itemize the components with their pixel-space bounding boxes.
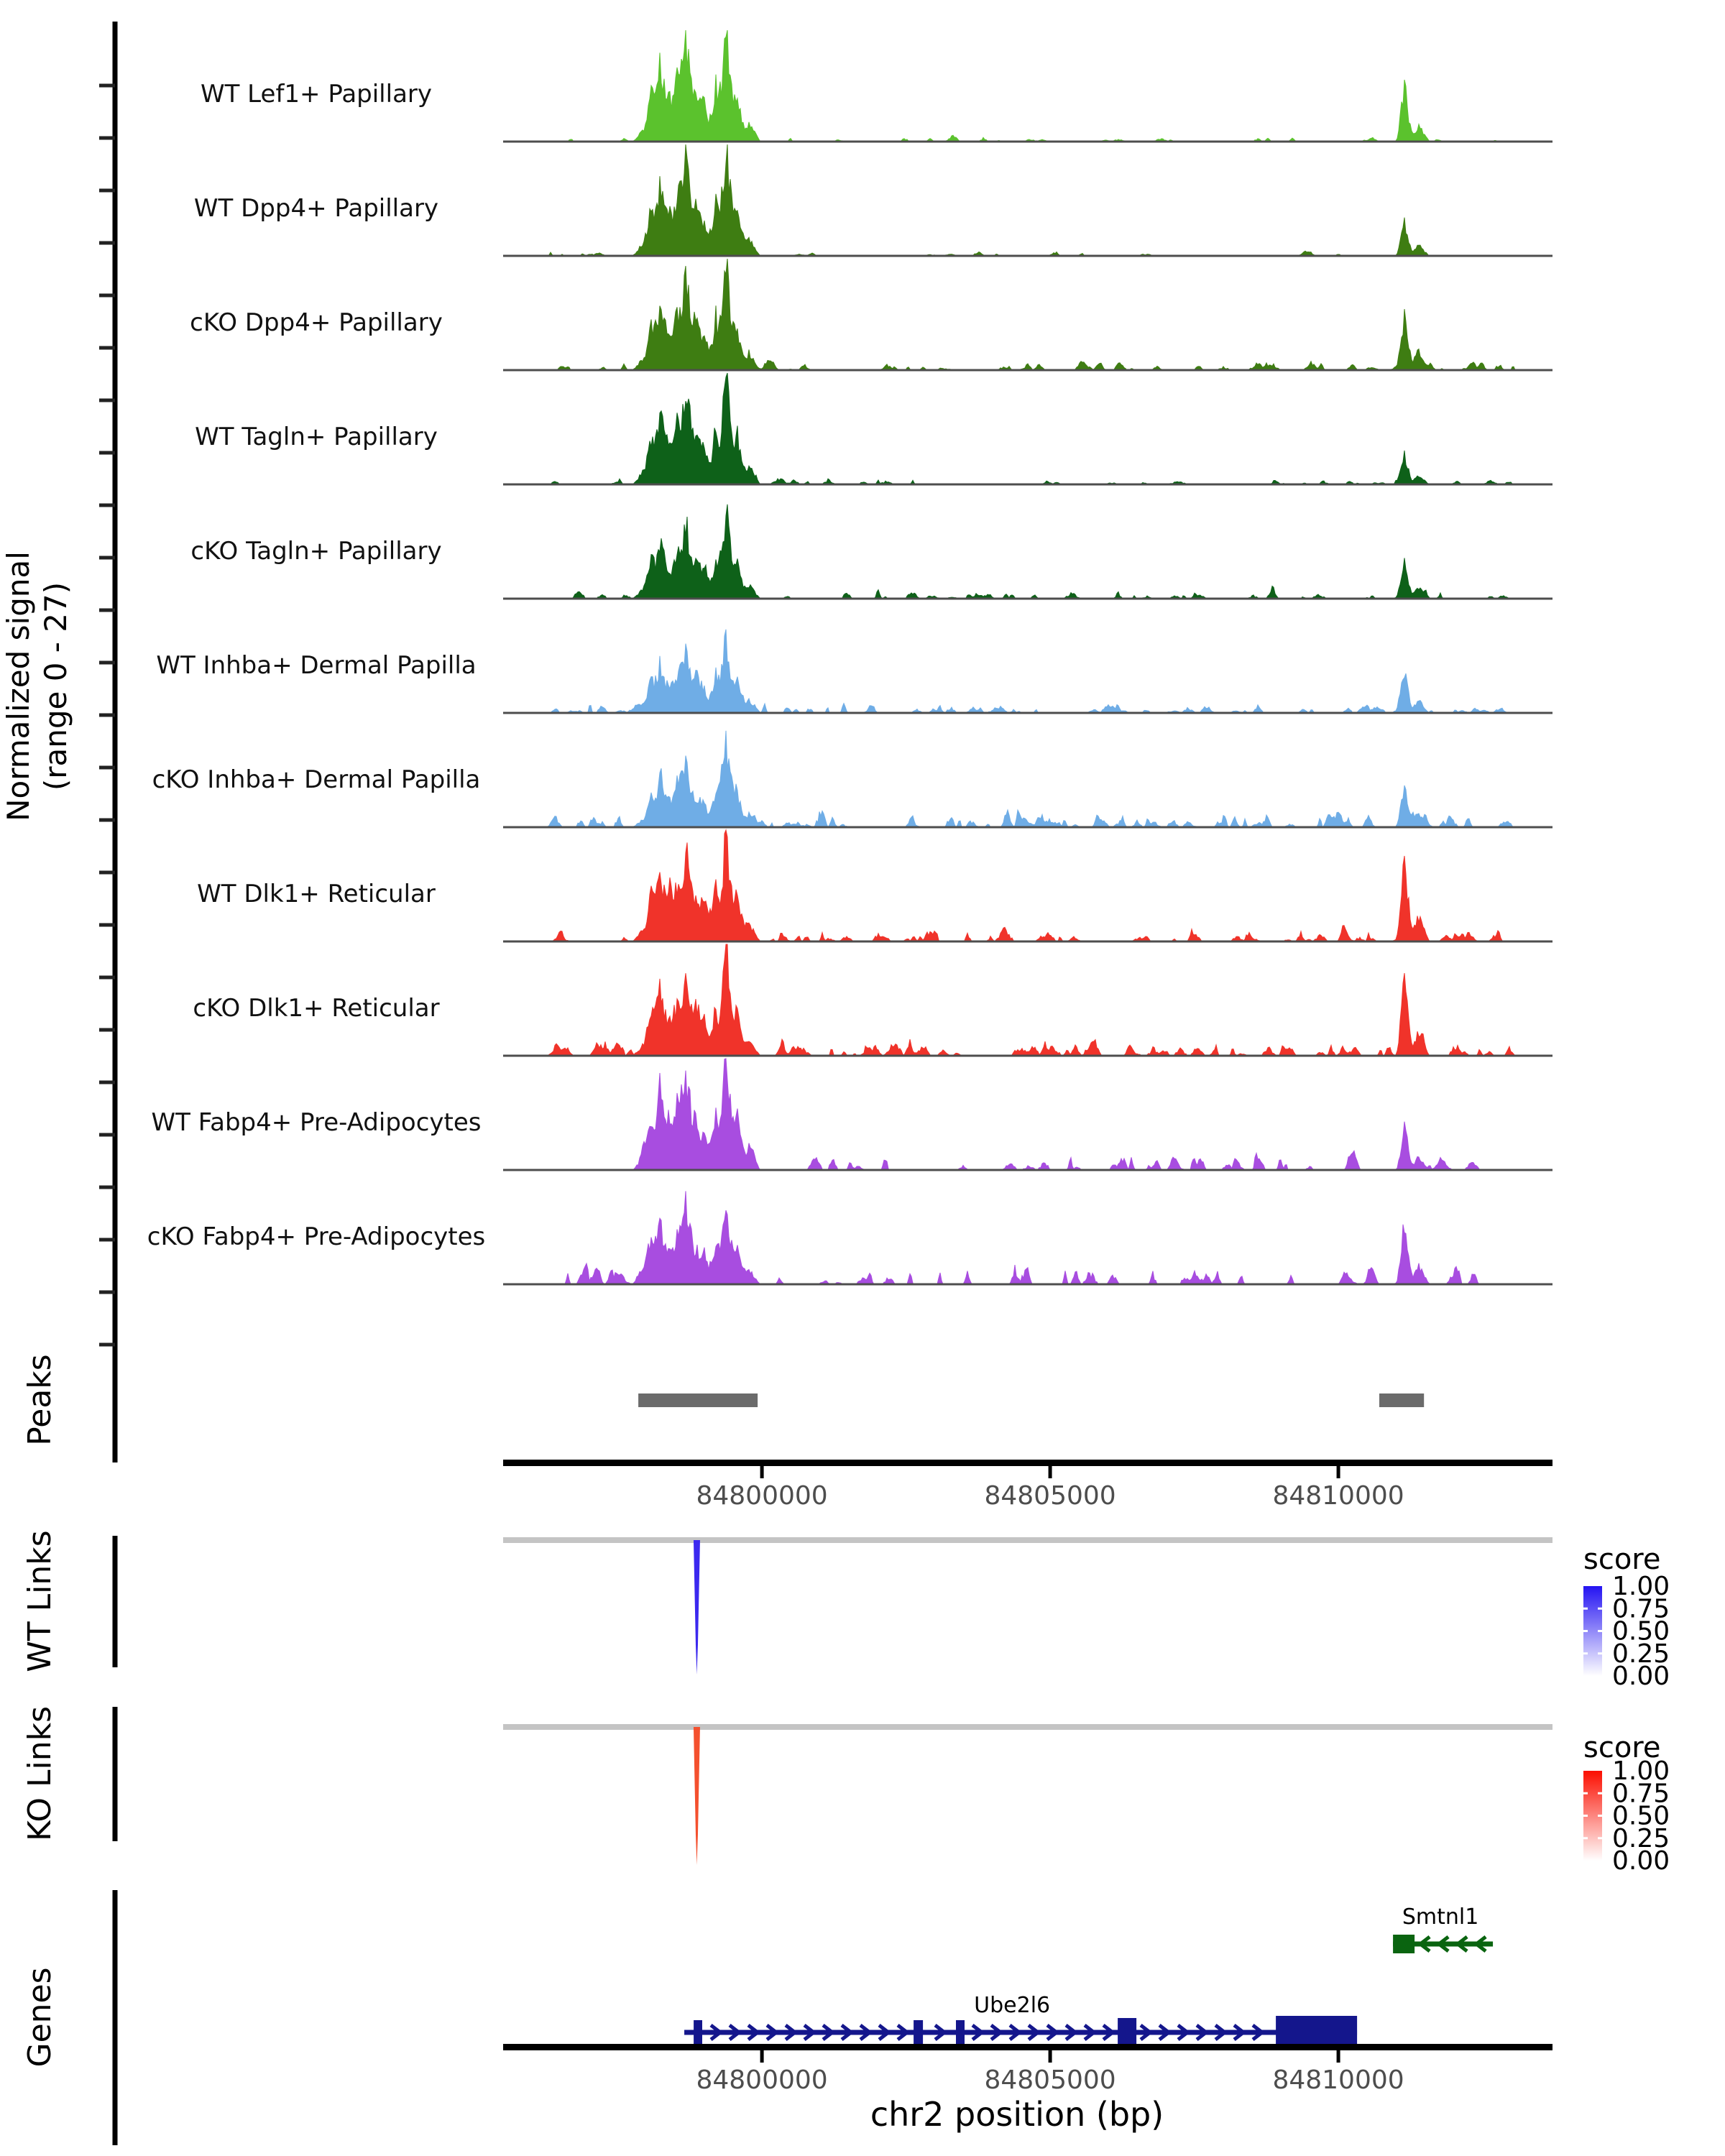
coverage-area-6: [503, 630, 1552, 713]
axis-tick-label: 84800000: [696, 1481, 828, 1511]
coverage-track-label: WT Dpp4+ Papillary: [193, 194, 439, 223]
coverage-area-4: [503, 373, 1552, 484]
ko-links-section-label: KO Links: [22, 1705, 58, 1842]
coverage-area-5: [503, 505, 1552, 599]
peaks-track: [638, 1393, 1424, 1407]
gene-exon: [914, 2020, 923, 2045]
coverage-area-2: [503, 144, 1552, 256]
genes-section-label: Genes: [22, 1967, 58, 2068]
coverage-track-label: cKO Dlk1+ Reticular: [193, 994, 440, 1023]
gene-exon: [956, 2020, 965, 2045]
ko-legend-tick-label: 1.00: [1612, 1756, 1670, 1786]
ko-score-legend-title: score: [1583, 1731, 1661, 1764]
axis-tick-label: 84810000: [1272, 1481, 1404, 1511]
y-axis-label-line1: Normalized signal: [1, 551, 36, 821]
axis-line: [503, 2044, 1552, 2050]
wt-link: [694, 1540, 700, 1674]
gene-name-label: Smtnl1: [1402, 1904, 1479, 1930]
coverage-track-label: cKO Inhba+ Dermal Papilla: [152, 765, 481, 794]
coverage-area-8: [503, 830, 1552, 941]
coverage-track-label: cKO Fabp4+ Pre-Adipocytes: [147, 1222, 486, 1251]
gene-exon: [1118, 2018, 1136, 2047]
gene-exon: [694, 2020, 702, 2045]
ko-legend-tick-label: 0.50: [1612, 1801, 1670, 1831]
coverage-track-labels: [147, 80, 486, 1251]
coverage-area-9: [503, 944, 1552, 1056]
links-tracks: [503, 1540, 1552, 1865]
coverage-area-11: [503, 1191, 1552, 1284]
coverage-area-3: [503, 259, 1552, 370]
coverage-tracks: [503, 30, 1552, 1284]
top-genomic-axis: [503, 1460, 1552, 1511]
coverage-track-label: WT Fabp4+ Pre-Adipocytes: [151, 1108, 482, 1137]
axis-tick-label: 84810000: [1272, 2065, 1404, 2095]
coverage-area-1: [503, 30, 1552, 142]
coverage-track-label: WT Dlk1+ Reticular: [197, 880, 436, 908]
coverage-track-label: WT Inhba+ Dermal Papilla: [156, 651, 477, 680]
gene-exon: [1393, 1935, 1414, 1953]
coverage-track-label: WT Tagln+ Papillary: [195, 423, 438, 451]
ko-legend-tick-label: 0.00: [1612, 1846, 1670, 1876]
score-legends: [1583, 1572, 1670, 1876]
peak-interval: [1379, 1393, 1424, 1407]
bottom-genomic-axis: [503, 2044, 1552, 2095]
coverage-area-7: [503, 731, 1552, 827]
wt-legend-tick-label: 0.50: [1612, 1616, 1670, 1646]
gene-name-label: Ube2l6: [974, 1993, 1051, 2018]
wt-legend-tick-label: 0.25: [1612, 1639, 1670, 1669]
axis-tick-label: 84805000: [984, 1481, 1116, 1511]
coverage-track-label: cKO Tagln+ Papillary: [190, 537, 442, 566]
axis-tick-label: 84805000: [984, 2065, 1116, 2095]
y-axis-label-line2: (range 0 - 27): [38, 581, 73, 791]
coverage-track-label: WT Lef1+ Papillary: [200, 80, 433, 109]
axis-tick-label: 84800000: [696, 2065, 828, 2095]
coverage-area-10: [503, 1059, 1552, 1170]
peak-interval: [638, 1393, 758, 1407]
wt-legend-tick-label: 0.00: [1612, 1662, 1670, 1691]
wt-score-legend-title: score: [1583, 1543, 1661, 1576]
x-axis-title: chr2 position (bp): [870, 2095, 1164, 2134]
wt-links-section-label: WT Links: [22, 1530, 58, 1672]
axis-line: [503, 1460, 1552, 1466]
genes-track: [684, 1904, 1493, 2049]
ko-legend-tick-label: 0.75: [1612, 1779, 1670, 1809]
ko-legend-tick-label: 0.25: [1612, 1823, 1670, 1853]
coverage-track-label: cKO Dpp4+ Papillary: [190, 308, 443, 337]
ko-link: [694, 1727, 700, 1865]
peaks-section-label: Peaks: [22, 1354, 58, 1446]
wt-legend-tick-label: 0.75: [1612, 1594, 1670, 1624]
wt-legend-tick-label: 1.00: [1612, 1572, 1670, 1601]
